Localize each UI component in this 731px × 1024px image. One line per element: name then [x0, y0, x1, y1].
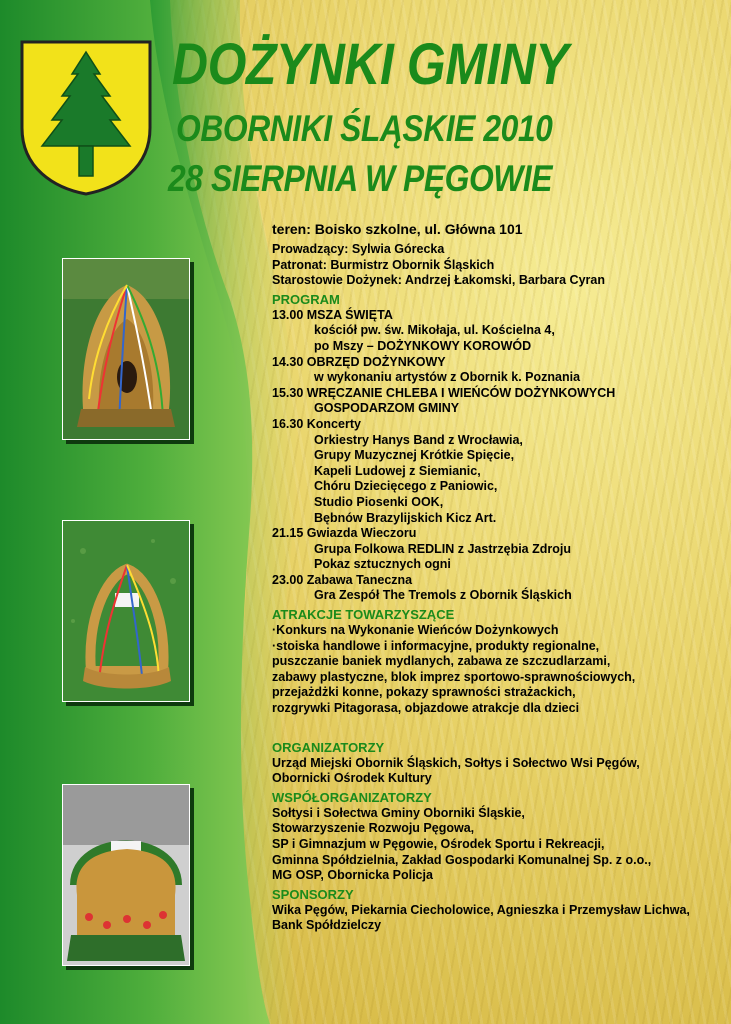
title-line-1: DOŻYNKI GMINY: [172, 32, 569, 97]
program-item-title: 14.30 OBRZĘD DOŻYNKOWY: [272, 354, 446, 369]
attraction-line: zabawy plastyczne, blok imprez sportowo-sprawnościowych,: [272, 669, 636, 684]
program-item-detail: Gra Zespół The Tremols z Obornik Śląskich: [314, 588, 572, 603]
program-item-title: 16.30 Koncerty: [272, 416, 361, 431]
harvest-wreath-photo-2: [62, 520, 190, 702]
venue: teren: Boisko szkolne, ul. Główna 101: [272, 221, 523, 237]
organizer-line: Obornicki Ośrodek Kultury: [272, 771, 432, 786]
coorganizers-heading: WSPÓŁORGANIZATORZY: [272, 789, 432, 805]
coorganizer-line: SP i Gimnazjum w Pęgowie, Ośrodek Sportu i Rekreacji,: [272, 837, 605, 851]
program-item-title: 13.00 MSZA ŚWIĘTA: [272, 307, 393, 322]
program-item-detail: Grupy Muzycznej Krótkie Spięcie,: [314, 448, 515, 463]
program-item-title: 23.00 Zabawa Taneczna: [272, 572, 413, 587]
coorganizer-line: Sołtysi i Sołectwa Gminy Oborniki Śląskie,: [272, 805, 525, 820]
host: Prowadzący: Sylwia Górecka: [272, 242, 445, 256]
attraction-line: przejażdżki konne, pokazy sprawności strażackich,: [272, 685, 576, 700]
harvest-wreath-photo-3: [62, 784, 190, 966]
program-item-detail: po Mszy – DOŻYNKOWY KOROWÓD: [314, 338, 532, 353]
program-item-detail: Pokaz sztucznych ogni: [314, 557, 451, 572]
program-item-detail: Orkiestry Hanys Band z Wrocławia,: [314, 432, 523, 447]
program-item-detail: GOSPODARZOM GMINY: [314, 401, 460, 416]
organizer-line: Urząd Miejski Obornik Śląskich, Sołtys i Sołectwo Wsi Pęgów,: [272, 755, 640, 770]
event-program-text: [272, 220, 724, 934]
program-item-detail: w wykonaniu artystów z Obornik k. Poznania: [314, 370, 581, 385]
harvest-elders: Starostowie Dożynek: Andrzej Łakomski, Barbara Cyran: [272, 273, 605, 288]
sponsors-heading: SPONSORZY: [272, 886, 354, 902]
coorganizer-line: Stowarzyszenie Rozwoju Pęgowa,: [272, 821, 475, 836]
program-item-detail: Grupa Folkowa REDLIN z Jastrzębia Zdroju: [314, 541, 571, 556]
attraction-line: puszczanie baniek mydlanych, zabawa ze szczudlarzami,: [272, 654, 611, 669]
patron: Patronat: Burmistrz Obornik Śląskich: [272, 257, 495, 272]
program-item-detail: Kapeli Ludowej z Siemianic,: [314, 463, 481, 478]
program-item-detail: kościół pw. św. Mikołaja, ul. Kościelna 4,: [314, 323, 555, 338]
program-item-detail: Chóru Dziecięcego z Paniowic,: [314, 479, 498, 494]
title-line-3: 28 SIERPNIA W PĘGOWIE: [168, 158, 553, 199]
program-heading: PROGRAM: [272, 291, 340, 307]
program-item-detail: Studio Piosenki OOK,: [314, 494, 444, 509]
program-item-title: 21.15 Gwiazda Wieczoru: [272, 526, 417, 541]
sponsor-line: Bank Spółdzielczy: [272, 918, 382, 933]
sponsor-line: Wika Pęgów, Piekarnia Ciecholowice, Agnieszka i Przemysław Lichwa,: [272, 902, 690, 917]
program-item-title: 15.30 WRĘCZANIE CHLEBA I WIEŃCÓW DOŻYNKOWYCH: [272, 385, 616, 400]
program-item-detail: Bębnów Brazylijskich Kicz Art.: [314, 510, 497, 525]
attraction-line: rozgrywki Pitagorasa, objazdowe atrakcje dla dzieci: [272, 701, 580, 716]
coorganizer-line: Gminna Spółdzielnia, Zakład Gospodarki Komunalnej Sp. z o.o.,: [272, 852, 652, 867]
organizers-heading: ORGANIZATORZY: [272, 739, 385, 755]
coorganizer-line: MG OSP, Obornicka Policja: [272, 868, 433, 883]
attraction-line: ·Konkurs na Wykonanie Wieńców Dożynkowych: [272, 623, 559, 638]
harvest-wreath-photo-1: [62, 258, 190, 440]
spruce-tree-coat-of-arms-icon: [18, 38, 154, 196]
attractions-heading: ATRAKCJE TOWARZYSZĄCE: [272, 607, 455, 623]
title-line-2: OBORNIKI ŚLĄSKIE 2010: [176, 108, 553, 149]
attraction-line: ·stoiska handlowe i informacyjne, produkty regionalne,: [272, 638, 600, 653]
